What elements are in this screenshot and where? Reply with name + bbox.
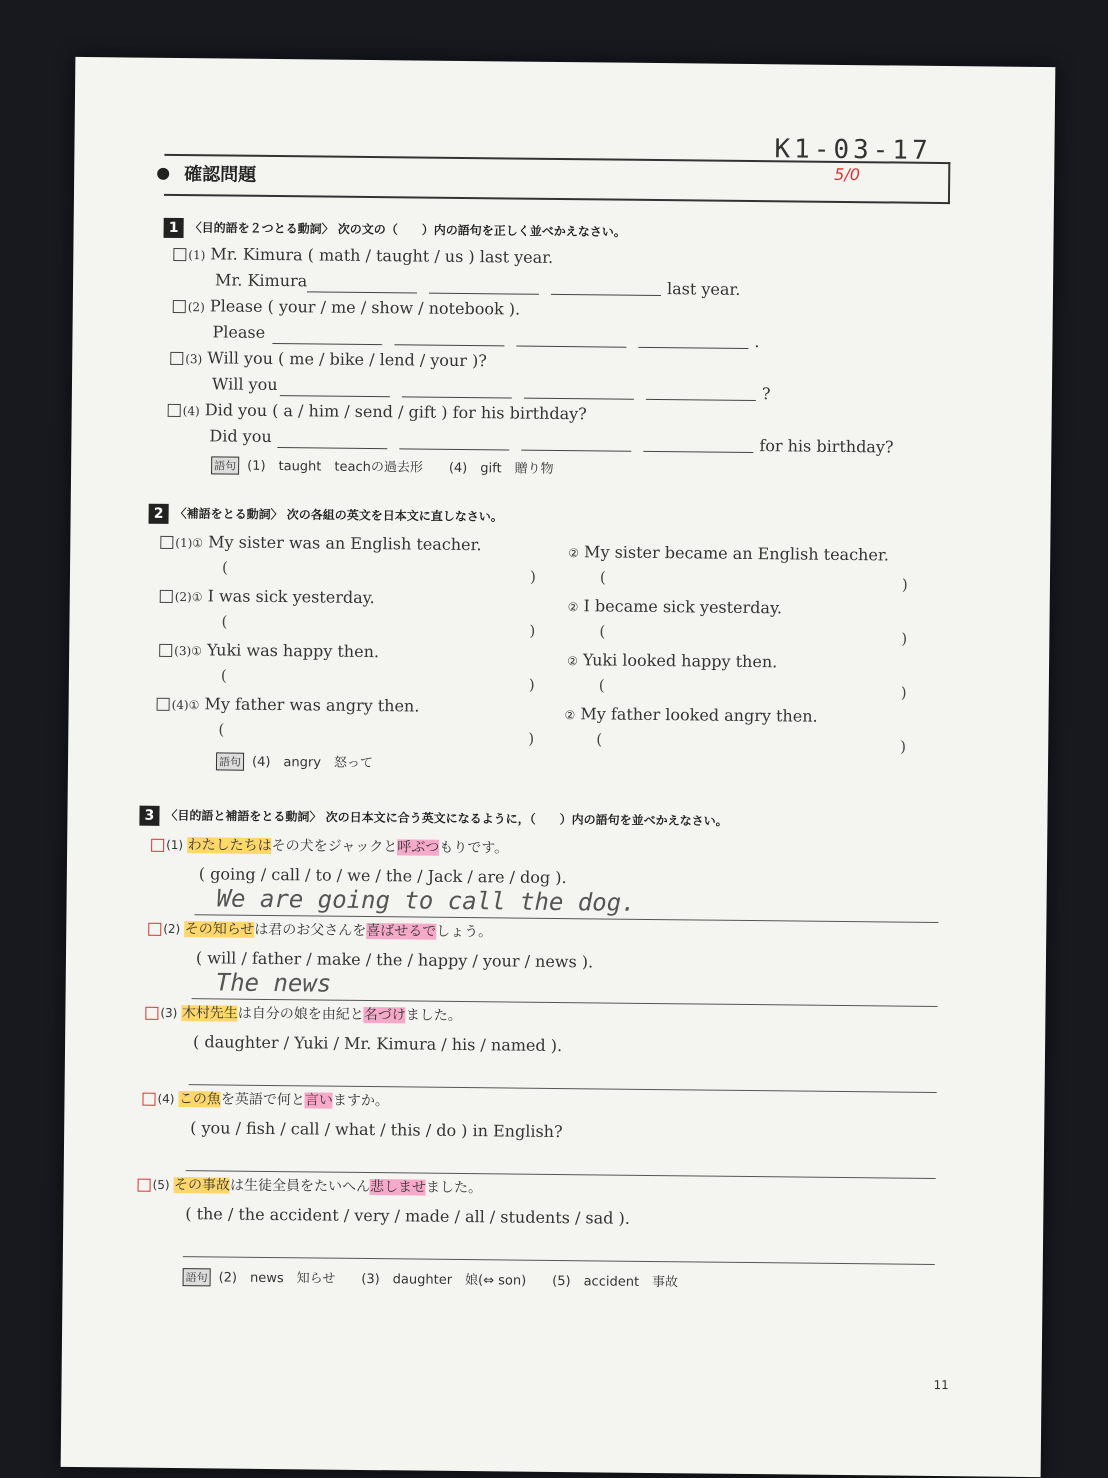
s3-q5-words: ( the / the accident / very / made / all / students / sad ). [185, 1204, 631, 1228]
score-mark: 5/0 [834, 164, 861, 185]
checkbox-icon[interactable] [142, 1092, 155, 1105]
worksheet-paper: K1-03-17 確認問題 5/0 1 〈目的語を２つとる動詞〉 次の文の（ ）内の語句を正しく並べかえなさい。 (1) Mr. Kimura ( math / taught / us ) last year. Mr. Kimura last year. (2) Please ( your / me / show / notebook ). Please . (3) Will you ( me / bike / lend / your )? Will you ? (4) Did you ( a / him / send / gift ) for his birthday? Did you for his birthday? 語句 (1) taught teachの過去形 (4) gift 贈り物 2 〈補語をとる動詞〉 次の各組の英文を日本文に直しなさい。 (1)① My sister was an English teacher. ( ) ② My sister became an English teacher. ( ) (2)① I was sick yesterday. ( ) ② I became sick yesterday. ( ) (3)① Yuki was happy then. ( ) ② Yuki looked happy then. ( ) (4)① My father was angry then. ( ) ② My father looked angry then. ( ) 語句 (4) angry 怒って 3 〈目的語と補語をとる動詞〉 次の日本文に合う英文になるように，（ ）内の語句を並べかえなさい。 (1) わたしたちはその犬をジャックと呼ぶつもりです。 ( going / call / to / we / the / Jack / are / dog ). We are going to call the dog. (2) その知らせは君のお父さんを喜ばせるでしょう。 ( will / father / make / the / happy / your / news ). The news (3) 木村先生は自分の娘を由紀と名づけました。 ( daughter / Yuki / Mr. Kimura / his / named ). (4) この魚を英語で何と言いますか。 ( you / fish / call / what / this / do ) in English? (5) その事故は生徒全員をたいへん悲しませました。 ( the / the accident / very / made / all / students / sad ). 語句 (2) news 知らせ (3) daughter 娘(⇔ son) (5) accident 事故 11 [61, 57, 1056, 1477]
page-title: 確認問題 [184, 164, 257, 186]
s1-q4-end: for his birthday? [759, 436, 894, 457]
s1-glossary: 語句 (1) taught teachの過去形 (4) gift 贈り物 [211, 454, 554, 478]
s1-q3-end: ? [761, 384, 771, 404]
s1-q1-start: Mr. Kimura [214, 270, 308, 291]
s1-q2-end: . [754, 332, 760, 352]
s3-q1-words: ( going / call / to / we / the / Jack / are / dog ). [198, 864, 567, 888]
s3-q2-words: ( will / father / make / the / happy / your / news ). [195, 948, 594, 972]
checkbox-icon[interactable] [168, 404, 181, 417]
s3-q4-jp: (4) この魚を英語で何と言いますか。 [142, 1088, 389, 1111]
section-2-header: 2 〈補語をとる動詞〉 次の各組の英文を日本文に直しなさい。 [149, 504, 503, 528]
s1-q4-start: Did you [209, 426, 272, 446]
s2-q1-b: ② My sister became an English teacher. [568, 542, 889, 565]
s3-q2-jp: (2) その知らせは君のお父さんを喜ばせるでしょう。 [148, 918, 492, 942]
s3-glossary: 語句 (2) news 知らせ (3) daughter 娘(⇔ son) (5) accident 事故 [183, 1266, 679, 1291]
checkbox-icon[interactable] [145, 1006, 158, 1019]
s3-q1-jp: (1) わたしたちはその犬をジャックと呼ぶつもりです。 [151, 834, 508, 858]
s3-q3-words: ( daughter / Yuki / Mr. Kimura / his / named ). [193, 1032, 563, 1056]
s2-glossary: 語句 (4) angry 怒って [216, 750, 373, 772]
checkbox-icon[interactable] [173, 300, 186, 313]
s3-q3-jp: (3) 木村先生は自分の娘を由紀と名づけました。 [145, 1002, 462, 1025]
section-1-header: 1 〈目的語を２つとる動詞〉 次の文の（ ）内の語句を正しく並べかえなさい。 [164, 218, 626, 243]
s2-q1-a: (1)① My sister was an English teacher. [160, 532, 481, 554]
s3-q2-answer: The news [215, 968, 332, 998]
title-box [164, 154, 950, 204]
checkbox-icon[interactable] [151, 838, 164, 851]
checkbox-icon[interactable] [138, 1178, 151, 1191]
handwritten-code: K1-03-17 [774, 134, 932, 166]
s1-q1-end: last year. [666, 279, 741, 299]
s2-q3-a: (3)① Yuki was happy then. [159, 640, 379, 661]
s1-q3: (3) Will you ( me / bike / lend / your )? [170, 348, 487, 370]
section-3-header: 3 〈目的語と補語をとる動詞〉 次の日本文に合う英文になるように，（ ）内の語句を並べかえなさい。 [139, 806, 727, 832]
s1-q4: (4) Did you ( a / him / send / gift ) for his birthday? [168, 400, 587, 423]
s3-q4-words: ( you / fish / call / what / this / do ) in English? [190, 1118, 563, 1142]
checkbox-icon[interactable] [157, 698, 170, 711]
checkbox-icon[interactable] [160, 590, 173, 603]
s1-q2: (2) Please ( your / me / show / notebook ). [173, 296, 521, 319]
page-number: 11 [933, 1377, 949, 1393]
checkbox-icon[interactable] [173, 248, 186, 261]
s1-q2-start: Please [212, 322, 266, 342]
s2-q2-b: ② I became sick yesterday. [567, 596, 783, 618]
s2-q4-a: (4)① My father was angry then. [157, 694, 420, 716]
checkbox-icon[interactable] [170, 352, 183, 365]
checkbox-icon[interactable] [148, 922, 161, 935]
s1-q3-start: Will you [211, 374, 278, 395]
s2-q2-a: (2)① I was sick yesterday. [160, 586, 375, 607]
checkbox-icon[interactable] [160, 536, 173, 549]
s3-q5-jp: (5) その事故は生徒全員をたいへん悲しませました。 [138, 1174, 483, 1198]
checkbox-icon[interactable] [159, 644, 172, 657]
s2-q3-b: ② Yuki looked happy then. [567, 650, 778, 672]
s2-q4-b: ② My father looked angry then. [564, 704, 818, 726]
s1-q1: (1) Mr. Kimura ( math / taught / us ) last year. [173, 244, 553, 267]
s3-q1-answer: We are going to call the dog. [216, 884, 636, 917]
